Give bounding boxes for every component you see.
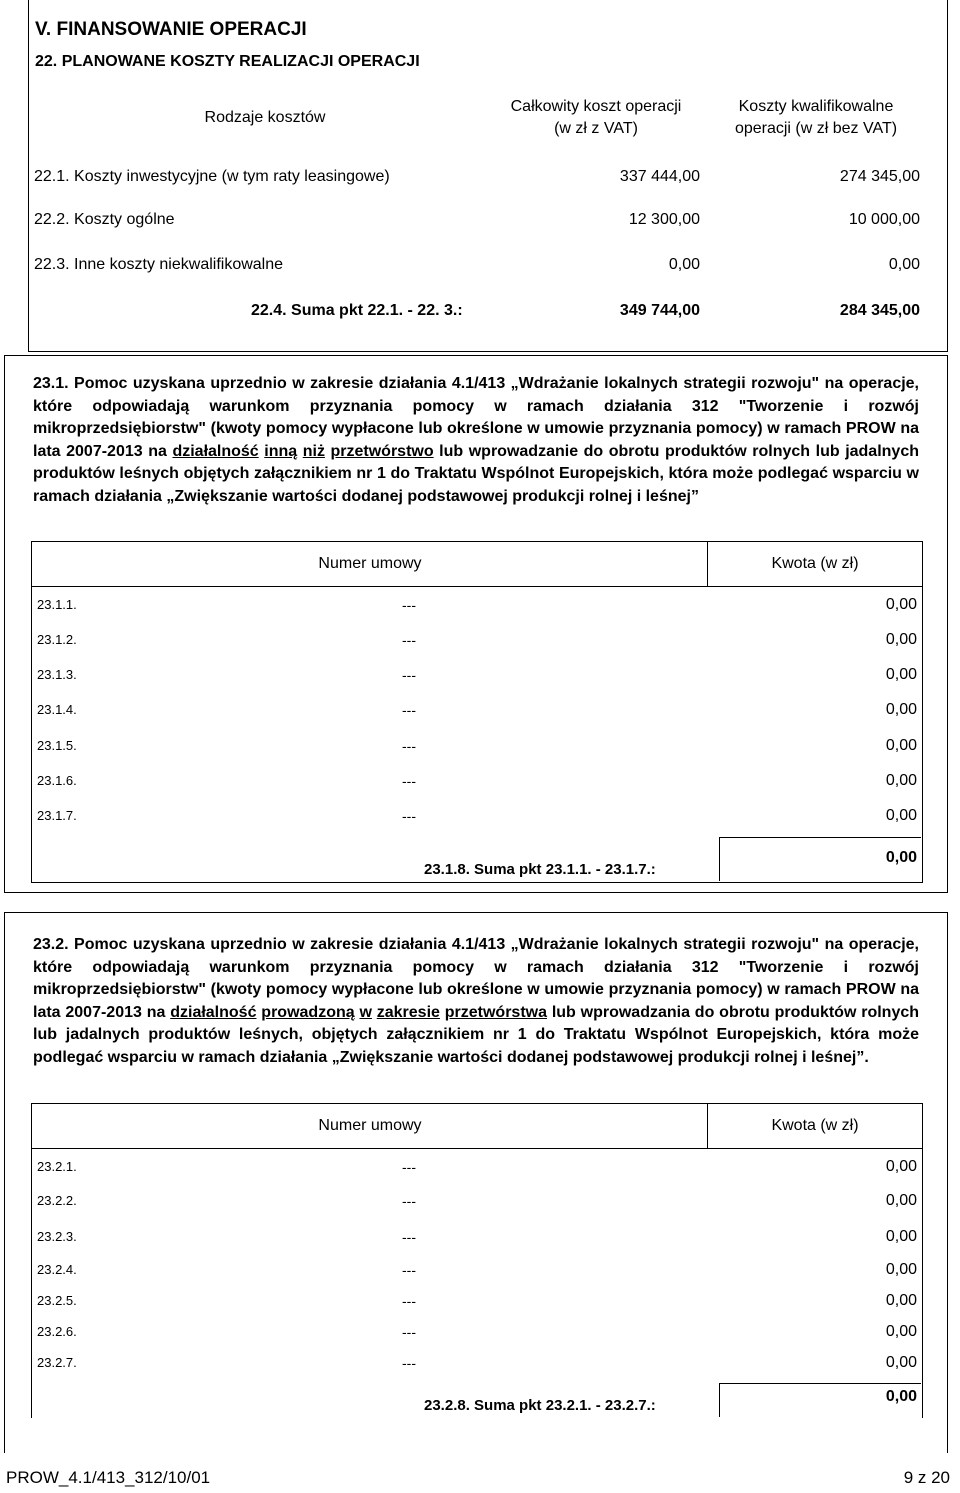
table-row-number: --- [402, 773, 416, 789]
table-row-amount: 0,00 [885, 772, 917, 789]
table-row-id: 23.1.4. [37, 702, 77, 717]
table-row-number: --- [402, 808, 416, 824]
table-row-number: --- [402, 667, 416, 683]
cost-sum-label: 22.4. Suma pkt 22.1. - 22. 3.: [251, 302, 463, 319]
table-row-number: --- [402, 597, 416, 613]
table-row-id: 23.2.6. [37, 1324, 77, 1339]
cost-row-eligible: 10 000,00 [848, 211, 920, 228]
table-row-amount: 0,00 [885, 631, 917, 648]
header-eligible-line1: Koszty kwalifikowalne [738, 98, 894, 115]
column-header-amount: Kwota (w zł) [771, 1117, 859, 1134]
table-row-number: --- [402, 1324, 416, 1340]
table-row-amount: 0,00 [885, 1354, 917, 1371]
table-row-amount: 0,00 [885, 701, 917, 718]
table-row-number: --- [402, 702, 416, 718]
section-title: V. FINANSOWANIE OPERACJI [35, 19, 307, 40]
column-header-amount: Kwota (w zł) [771, 555, 859, 572]
table-row-amount: 0,00 [885, 737, 917, 754]
column-header-number: Numer umowy [318, 1117, 422, 1134]
column-header-number: Numer umowy [318, 555, 422, 572]
table-row-amount: 0,00 [885, 1158, 917, 1175]
table-row-amount: 0,00 [885, 1228, 917, 1245]
table-row-amount: 0,00 [885, 1323, 917, 1340]
cost-row-total: 12 300,00 [628, 211, 700, 228]
cost-row-eligible: 274 345,00 [839, 168, 920, 185]
footer-document-code: PROW_4.1/413_312/10/01 [6, 1468, 211, 1487]
subsection-title: 22. PLANOWANE KOSZTY REALIZACJI OPERACJI [35, 53, 420, 70]
table-row-id: 23.2.4. [37, 1262, 77, 1277]
table-row-amount: 0,00 [885, 596, 917, 613]
cost-row-total: 337 444,00 [619, 168, 700, 185]
table-row-id: 23.1.7. [37, 808, 77, 823]
header-total-line1: Całkowity koszt operacji [510, 98, 682, 115]
table-row-number: --- [402, 1262, 416, 1278]
section-23-1-description: 23.1. Pomoc uzyskana uprzednio w zakresie działania 4.1/413 „Wdrażanie lokalnych strategii rozwoju" na operacje, które odpowiadają warunkom przyznania pomocy w ramach działania 312 "Tworzenie i rozwój mikroprzedsiębiorstw" (kwoty pomocy wypłacone lub określone w umowie przyznania pomocy) w ramach PROW na lata 2007-2013 na działalność inną niż przetwórstwo lub wprowadzanie do obrotu produktów rolnych lub jadalnych produktów leśnych objętych załącznikiem nr 1 do Traktatu Wspólnot Europejskich, która może podlegać wsparciu w ramach działania „Zwiększanie wartości dodanej podstawowej produkcji rolnej i leśnej” [33, 375, 919, 505]
footer-page-number: 9 z 20 [903, 1468, 950, 1487]
table-row-id: 23.1.5. [37, 738, 77, 753]
table-row-amount: 0,00 [885, 666, 917, 683]
table-row-id: 23.1.6. [37, 773, 77, 788]
table-row-amount: 0,00 [885, 807, 917, 824]
table-row-id: 23.1.1. [37, 597, 77, 612]
table-row-id: 23.1.2. [37, 632, 77, 647]
table-divider [32, 586, 922, 587]
table-row-id: 23.2.3. [37, 1229, 77, 1244]
header-total-line2: (w zł z VAT) [554, 120, 638, 137]
section-23-1-sum-value: 0,00 [885, 849, 917, 866]
cost-row-label: 22.3. Inne koszty niekwalifikowalne [34, 256, 284, 273]
table-divider [719, 1383, 921, 1384]
table-row-number: --- [402, 1355, 416, 1371]
table-row-id: 23.2.2. [37, 1193, 77, 1208]
table-row-number: --- [402, 1193, 416, 1209]
table-row-number: --- [402, 738, 416, 754]
section-23-2-description: 23.2. Pomoc uzyskana uprzednio w zakresie działania 4.1/413 „Wdrażanie lokalnych strategii rozwoju" na operacje, które odpowiadają warunkom przyznania pomocy w ramach działania 312 "Tworzenie i rozwój mikroprzedsiębiorstw" (kwoty pomocy wypłacone lub określone w umowie przyznania pomocy) w ramach PROW na lata 2007-2013 na działalność prowadzoną w zakresie przetwórstwa lub wprowadzania do obrotu produktów rolnych lub jadalnych produktów leśnych, objętych załącznikiem nr 1 do Traktatu Wspólnot Europejskich, która może podlegać wsparciu w ramach działania „Zwiększanie wartości dodanej podstawowej produkcji rolnej i leśnej”. [33, 936, 920, 1066]
table-divider [719, 837, 921, 838]
table-row-number: --- [402, 1293, 416, 1309]
table-row-number: --- [402, 1229, 416, 1245]
section-23-1-sum-label: 23.1.8. Suma pkt 23.1.1. - 23.1.7.: [424, 861, 656, 878]
table-row-number: --- [402, 632, 416, 648]
table-row-amount: 0,00 [885, 1292, 917, 1309]
table-divider [32, 1148, 922, 1149]
table-row-amount: 0,00 [885, 1261, 917, 1278]
table-row-number: --- [402, 1159, 416, 1175]
header-eligible-line2: operacji (w zł bez VAT) [734, 120, 898, 137]
cost-row-total: 0,00 [668, 256, 700, 273]
table-row-id: 23.2.1. [37, 1159, 77, 1174]
table-row-id: 23.1.3. [37, 667, 77, 682]
table-row-id: 23.2.7. [37, 1355, 77, 1370]
cost-sum-eligible: 284 345,00 [839, 302, 920, 319]
table-row-amount: 0,00 [885, 1192, 917, 1209]
header-cost-type: Rodzaje kosztów [204, 109, 326, 126]
cost-row-label: 22.1. Koszty inwestycyjne (w tym raty leasingowe) [34, 168, 390, 185]
section-23-2-sum-label: 23.2.8. Suma pkt 23.2.1. - 23.2.7.: [424, 1397, 656, 1414]
section-23-2-sum-value: 0,00 [885, 1388, 917, 1405]
table-row-id: 23.2.5. [37, 1293, 77, 1308]
cost-row-eligible: 0,00 [888, 256, 920, 273]
cost-sum-total: 349 744,00 [619, 302, 700, 319]
cost-row-label: 22.2. Koszty ogólne [34, 211, 175, 228]
